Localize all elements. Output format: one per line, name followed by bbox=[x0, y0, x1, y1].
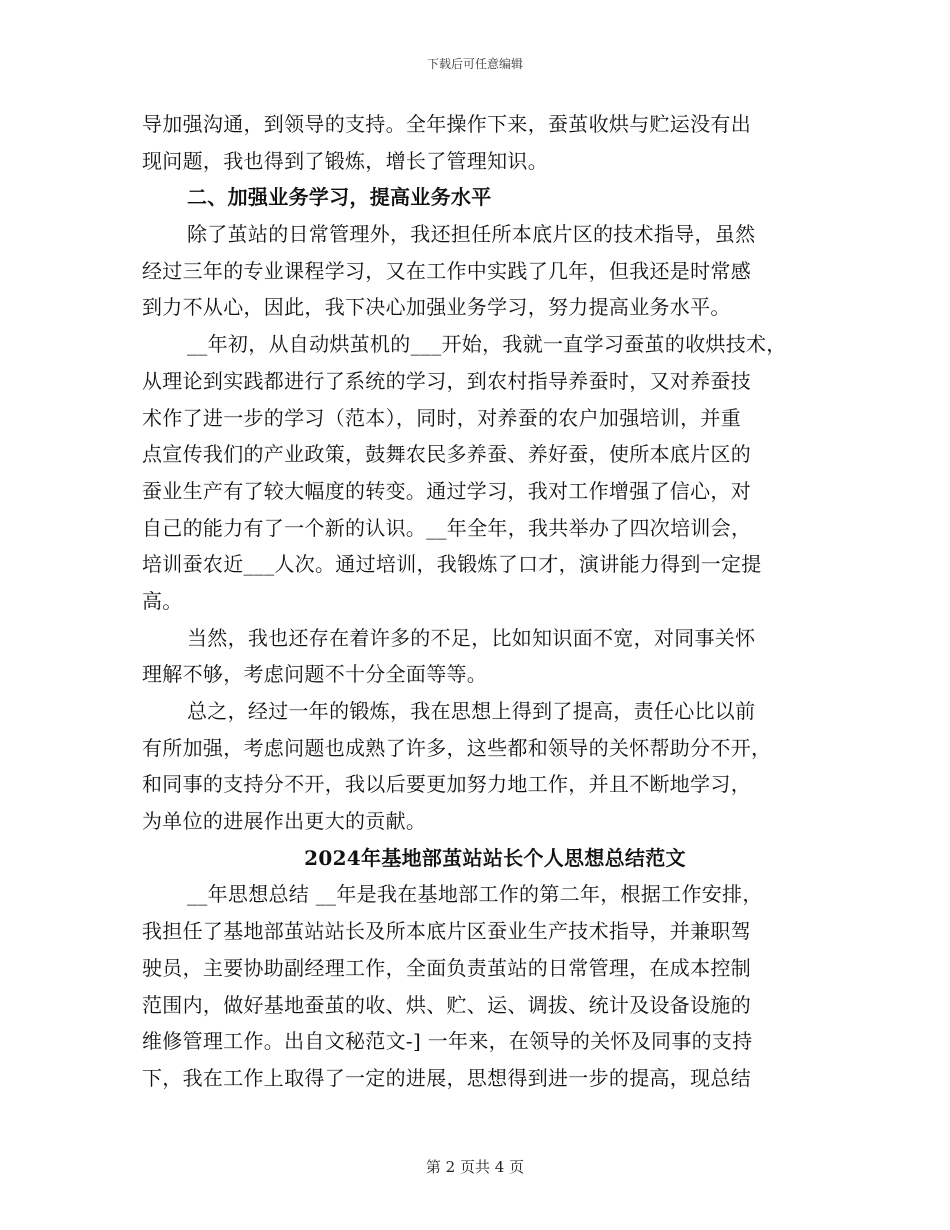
paragraph-line: 培训蚕农近___人次。通过培训，我锻炼了口才，演讲能力得到一定提 bbox=[142, 552, 762, 577]
paragraph-line: 我担任了基地部茧站站长及所本底片区蚕业生产技术指导，并兼职驾 bbox=[142, 919, 751, 944]
paragraph-line: 维修管理工作。出自文秘范文-] 一年来，在领导的关怀及同事的支持 bbox=[142, 1029, 753, 1054]
document-body bbox=[142, 106, 808, 1097]
paragraph-line: 当然，我也还存在着许多的不足，比如知识面不宽，对同事关怀 bbox=[187, 625, 756, 650]
document-title: 2024年基地部茧站站长个人思想总结范文 bbox=[304, 845, 686, 870]
paragraph-line: 有所加强，考虑问题也成熟了许多，这些都和领导的关怀帮助分不开， bbox=[142, 735, 772, 760]
paragraph-line: 点宣传我们的产业政策，鼓舞农民多养蚕、养好蚕，使所本底片区的 bbox=[142, 442, 751, 467]
paragraph-line: 高。 bbox=[142, 588, 183, 613]
paragraph-line: 导加强沟通，到领导的支持。全年操作下来，蚕茧收烘与贮运没有出 bbox=[142, 112, 751, 136]
paragraph-line: __年思想总结 __年是我在基地部工作的第二年，根据工作安排， bbox=[187, 882, 763, 907]
paragraph-line: 术作了进一步的学习（范本），同时，对养蚕的农户加强培训，并重 bbox=[142, 405, 741, 430]
page-number-footer: 第 2 页共 4 页 bbox=[425, 1158, 525, 1176]
paragraph-line: 下，我在工作上取得了一定的进展，思想得到进一步的提高，现总结 bbox=[142, 1065, 751, 1090]
paragraph-line: 理解不够，考虑问题不十分全面等等。 bbox=[142, 662, 488, 687]
paragraph-line: 从理论到实践都进行了系统的学习，到农村指导养蚕时，又对养蚕技 bbox=[142, 368, 751, 393]
paragraph-line: 和同事的支持分不开，我以后要更加努力地工作，并且不断地学习， bbox=[142, 772, 751, 797]
paragraph-line: 到力不从心，因此，我下决心加强业务学习，努力提高业务水平。 bbox=[142, 295, 731, 320]
paragraph-line: 自己的能力有了一个新的认识。__年全年，我共举办了四次培训会， bbox=[142, 515, 752, 540]
page-header: 下载后可任意编辑 bbox=[426, 57, 523, 71]
paragraph-line: 范围内，做好基地蚕茧的收、烘、贮、运、调拔、统计及设备设施的 bbox=[142, 992, 751, 1017]
paragraph-line: 经过三年的专业课程学习，又在工作中实践了几年，但我还是时常感 bbox=[142, 258, 751, 283]
paragraph-line: 驶员，主要协助副经理工作，全面负责茧站的日常管理，在成本控制 bbox=[142, 955, 751, 980]
paragraph-line: 除了茧站的日常管理外，我还担任所本底片区的技术指导，虽然 bbox=[187, 222, 756, 247]
section-heading: 二、加强业务学习，提高业务水平 bbox=[187, 185, 492, 210]
paragraph-line: 总之，经过一年的锻炼，我在思想上得到了提高，责任心比以前 bbox=[187, 699, 756, 723]
paragraph-line: __年初，从自动烘茧机的___开始，我就一直学习蚕茧的收烘技术， bbox=[187, 332, 787, 357]
paragraph-line: 为单位的进展作出更大的贡献。 bbox=[142, 809, 427, 834]
paragraph-line: 蚕业生产有了较大幅度的转变。通过学习，我对工作增强了信心，对 bbox=[142, 478, 751, 503]
paragraph-line: 现问题，我也得到了锻炼，增长了管理知识。 bbox=[142, 148, 548, 173]
